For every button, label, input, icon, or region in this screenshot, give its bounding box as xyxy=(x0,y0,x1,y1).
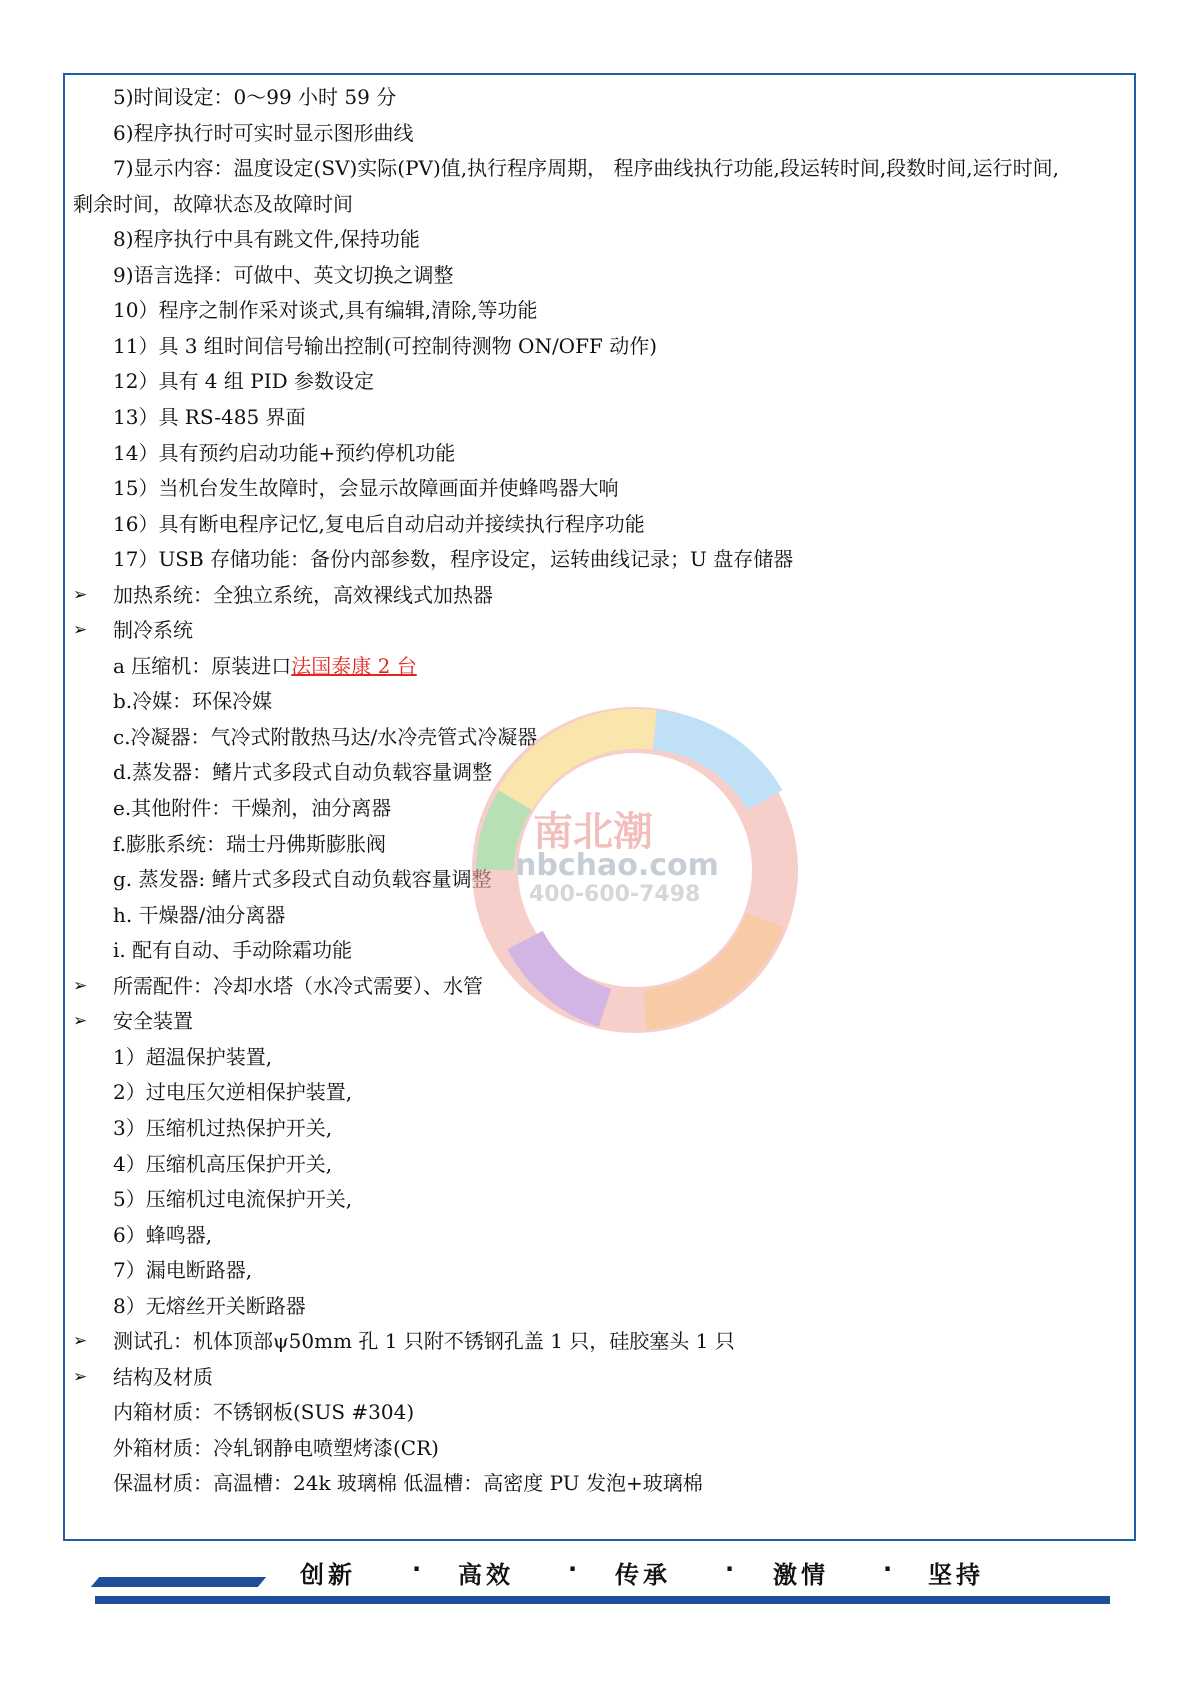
slogan-word: 坚持 xyxy=(928,1561,984,1589)
text-line: 8）无熔丝开关断路器 xyxy=(113,1293,306,1318)
bullet-text: 制冷系统 xyxy=(113,618,193,643)
text-line: f.膨胀系统：瑞士丹佛斯膨胀阀 xyxy=(113,831,387,856)
bullet-arrow-icon: ➢ xyxy=(73,584,88,605)
watermark-logo xyxy=(455,690,815,1050)
text-line: 1）超温保护装置, xyxy=(113,1044,273,1069)
text-line: 3）压缩机过热保护开关, xyxy=(113,1115,333,1140)
watermark-brand: 南北潮 xyxy=(533,809,653,855)
bullet-arrow-icon: ➢ xyxy=(73,1011,88,1032)
text-line: 12）具有 4 组 PID 参数设定 xyxy=(113,369,374,394)
text-line: e.其他附件：干燥剂，油分离器 xyxy=(113,796,392,820)
text-line: 14）具有预约启动功能+预约停机功能 xyxy=(113,440,456,465)
bullet-arrow-icon: ➢ xyxy=(73,1366,88,1387)
bullet-arrow-icon: ➢ xyxy=(73,1331,88,1352)
bullet-text: 安全装置 xyxy=(113,1009,193,1034)
text-line: h. 干燥器/油分离器 xyxy=(113,902,286,927)
text-line: 2）过电压欠逆相保护装置, xyxy=(113,1080,353,1105)
text-line: 5）压缩机过电流保护开关, xyxy=(113,1187,353,1212)
bullet-text: 测试孔：机体顶部ψ50mm 孔 1 只附不锈钢孔盖 1 只，硅胶塞头 1 只 xyxy=(113,1329,735,1354)
slogan-word: 创新 xyxy=(300,1561,356,1589)
bullet-text: 所需配件：冷却水塔（水冷式需要）、水管 xyxy=(113,973,483,998)
bullet-text: 加热系统：全独立系统，高效裸线式加热器 xyxy=(113,582,493,607)
text-line: 剩余时间，故障状态及故障时间 xyxy=(73,191,353,216)
text-line: 17）USB 存储功能：备份内部参数，程序设定，运转曲线记录；U 盘存储器 xyxy=(113,547,794,572)
bullet-text: 结构及材质 xyxy=(113,1364,213,1389)
text-line: 7）漏电断路器, xyxy=(113,1258,253,1283)
text-line: 13）具 RS-485 界面 xyxy=(113,404,306,429)
slogan-word: 传承 xyxy=(615,1561,671,1589)
footer-slogan xyxy=(300,1555,1080,1595)
text-line: 9)语言选择：可做中、英文切换之调整 xyxy=(113,262,454,287)
text-line: 5)时间设定：0～99 小时 59 分 xyxy=(113,85,397,109)
text-line: 保温材质：高温槽：24k 玻璃棉 低温槽：高密度 PU 发泡+玻璃棉 xyxy=(113,1471,703,1496)
text-line: 8)程序执行中具有跳文件,保持功能 xyxy=(113,227,420,252)
text-line: 6)程序执行时可实时显示图形曲线 xyxy=(113,120,414,145)
footer-bar xyxy=(95,1596,1110,1604)
line-text: a 压缩机：原装进口 xyxy=(113,653,292,678)
text-line xyxy=(113,649,417,683)
bullet-arrow-icon: ➢ xyxy=(73,620,88,641)
text-line: 4）压缩机高压保护开关, xyxy=(113,1151,333,1176)
slogan-separator: · xyxy=(412,1555,426,1583)
bullet-arrow-icon: ➢ xyxy=(73,975,88,996)
slogan-word: 高效 xyxy=(458,1561,514,1589)
text-line: b.冷媒：环保冷媒 xyxy=(113,689,273,714)
footer-stripe-left xyxy=(91,1577,259,1587)
slogan-separator: · xyxy=(568,1555,582,1583)
slogan-word: 激情 xyxy=(773,1561,829,1589)
slogan-separator: · xyxy=(725,1555,739,1583)
text-line: 6）蜂鸣器, xyxy=(113,1222,213,1247)
text-line: g. 蒸发器: 鳍片式多段式自动负载容量调整 xyxy=(113,867,492,892)
highlight-text: 法国泰康 2 台 xyxy=(291,653,417,678)
text-line: 10）程序之制作采对谈式,具有编辑,清除,等功能 xyxy=(113,298,538,323)
text-line: 7)显示内容：温度设定(SV)实际(PV)值,执行程序周期， 程序曲线执行功能,段运转时间,段数时间,运行时间, xyxy=(113,156,1059,181)
watermark-site: nbchao.com xyxy=(515,848,719,883)
text-line: 11）具 3 组时间信号输出控制(可控制待测物 ON/OFF 动作) xyxy=(113,333,657,358)
text-line: 15）当机台发生故障时，会显示故障画面并使蜂鸣器大响 xyxy=(113,476,619,501)
text-line: d.蒸发器：鳍片式多段式自动负载容量调整 xyxy=(113,760,493,785)
text-line: 外箱材质：冷轧钢静电喷塑烤漆(CR) xyxy=(113,1435,439,1460)
text-line: 内箱材质：不锈钢板(SUS #304) xyxy=(113,1400,415,1425)
text-line: i. 配有自动、手动除霜功能 xyxy=(113,938,353,963)
slogan-separator: · xyxy=(883,1555,897,1583)
watermark-phone: 400-600-7498 xyxy=(529,882,701,907)
text-line: c.冷凝器：气冷式附散热马达/水冷壳管式冷凝器 xyxy=(113,724,538,749)
text-line: 16）具有断电程序记忆,复电后自动启动并接续执行程序功能 xyxy=(113,511,645,536)
